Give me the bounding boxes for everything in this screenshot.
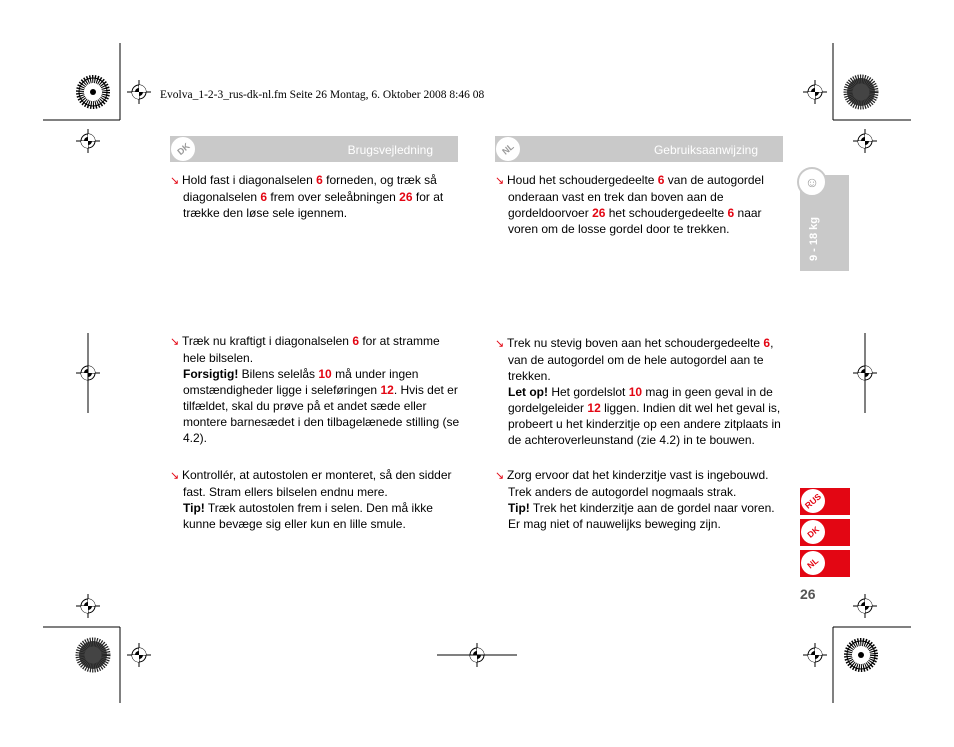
warning-label: Forsigtig! bbox=[183, 367, 239, 381]
lang-tab-nl: NL bbox=[800, 550, 850, 577]
instruction-nl-3: ↘ Zorg ervoor dat het kinderzitje vast is ingebouwd. Trek anders de autogordel nogmaals strak. Tip! Trek het kinderzitje aan de gordel naar voren. Er mag niet of nauwelijks beweging zijn. bbox=[495, 468, 775, 531]
weight-group-label: 9 - 18 kg bbox=[808, 216, 820, 261]
bullet-arrow-icon: ↘ bbox=[170, 175, 180, 187]
lang-tab-rus: RUS bbox=[800, 488, 850, 515]
bullet-arrow-icon: ↘ bbox=[495, 470, 505, 482]
tip-label: Tip! bbox=[183, 501, 205, 515]
language-badge-nl: NL bbox=[495, 136, 521, 162]
child-face-icon: ☺ bbox=[797, 167, 827, 197]
bullet-arrow-icon: ↘ bbox=[495, 175, 505, 187]
bullet-arrow-icon: ↘ bbox=[495, 338, 505, 350]
instruction-nl-2: ↘ Trek nu stevig boven aan het schoudergedeelte 6, van de autogordel om de hele autogordel aan te trekken. Let op! Het gordelslot 10 mag in geen geval in de gordelgeleider 12 liggen. Indien dit wel het geval is, probeert u het kinderzitje op een andere zitplaats in de achteroverleunstand (zie 4.2) in te bouwen. bbox=[495, 336, 781, 447]
section-header-bar-nl bbox=[495, 136, 783, 162]
instruction-dk-2: ↘ Træk nu kraftigt i diagonalselen 6 for at stramme hele bilselen. Forsigtig! Bilens selelås 10 må under ingen omstændigheder ligge i seleføringen 12. Hvis det er tilfældet, skal du prøve på et andet sæde eller montere barnesædet i den tilbagelænede stilling (se 4.2). bbox=[170, 334, 460, 445]
instruction-dk-1: ↘ Hold fast i diagonalselen 6 forneden, og træk så diagonalselen 6 frem over seleåbningen 26 for at trække den løse sele igennem. bbox=[170, 173, 444, 220]
lang-tab-dk: DK bbox=[800, 519, 850, 546]
language-badge-dk: DK bbox=[170, 136, 196, 162]
section-header-bar-dk bbox=[170, 136, 458, 162]
page-number: 26 bbox=[800, 586, 816, 602]
file-header-line: Evolva_1-2-3_rus-dk-nl.fm Seite 26 Montag, 6. Oktober 2008 8:46 08 bbox=[160, 89, 485, 101]
instruction-dk-3: ↘ Kontrollér, at autostolen er monteret, så den sidder fast. Stram ellers bilselen endnu mere. Tip! Træk autostolen frem i selen. Den må ikke kunne bevæge sig eller kun en lille smule. bbox=[170, 468, 452, 531]
bullet-arrow-icon: ↘ bbox=[170, 470, 180, 482]
instruction-nl-1: ↘ Houd het schoudergedeelte 6 van de autogordel onderaan vast en trek dan boven aan de gordeldoorvoer 26 het schoudergedeelte 6 naar voren om de losse gordel door te trekken. bbox=[495, 173, 764, 236]
tip-label: Tip! bbox=[508, 501, 530, 515]
section-title-nl: Gebruiksaanwijzing bbox=[653, 143, 758, 157]
warning-label: Let op! bbox=[508, 385, 548, 399]
section-title-dk: Brugsvejledning bbox=[347, 143, 433, 157]
bullet-arrow-icon: ↘ bbox=[170, 336, 180, 348]
weight-group-tab bbox=[800, 175, 849, 271]
